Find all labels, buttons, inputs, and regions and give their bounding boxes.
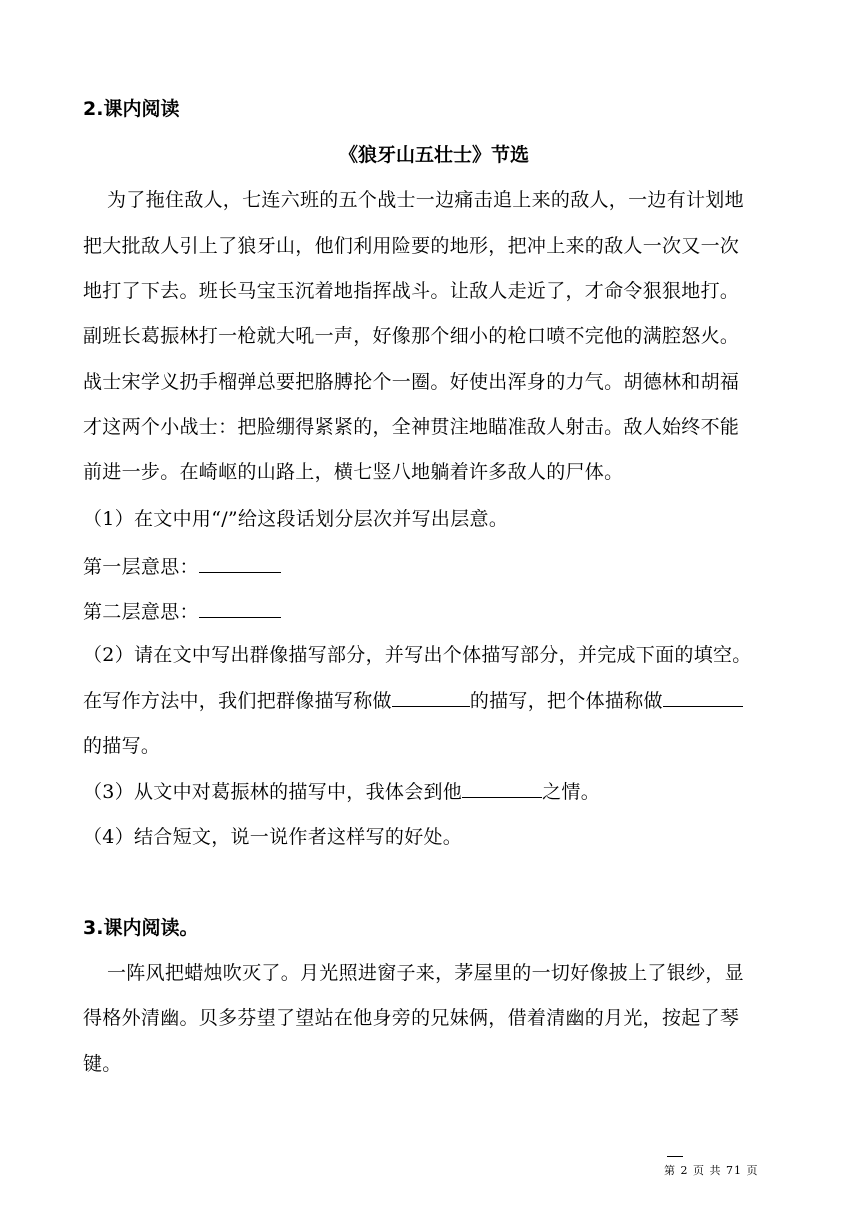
passage-line: 把大批敌人引上了狼牙山，他们利用险要的地形，把冲上来的敌人一次又一次: [83, 235, 740, 257]
page-number: 第 2 页 共 71 页: [664, 1164, 759, 1177]
passage-line: 地打了下去。班长马宝玉沉着地指挥战斗。让敌人走近了，才命令狠狠地打。: [83, 280, 740, 302]
passage-line: 键。: [83, 1053, 122, 1075]
layer-1-label: 第一层意思：: [83, 556, 199, 578]
question-2-text-a: 在写作方法中，我们把群像描写称做: [83, 690, 392, 712]
passage-line: 才这两个小战士：把脸绷得紧紧的，全神贯注地瞄准敌人射击。敌人始终不能: [83, 416, 740, 438]
answer-blank[interactable]: [462, 779, 542, 798]
question-1-layer-2: [83, 597, 281, 624]
question-2-end: 的描写。: [83, 735, 161, 757]
section-2-heading: 2.课内阅读: [83, 98, 180, 120]
question-2: （2）请在文中写出群像描写部分，并写出个体描写部分，并完成下面的填空。: [83, 644, 752, 666]
question-2-fill: [83, 686, 743, 713]
answer-blank[interactable]: [663, 688, 743, 707]
passage-line: 副班长葛振林打一枪就大吼一声，好像那个细小的枪口喷不完他的满腔怒火。: [83, 325, 740, 347]
passage-line: 前进一步。在崎岖的山路上，横七竖八地躺着许多敌人的尸体。: [83, 461, 624, 483]
question-1-layer-1: [83, 552, 281, 579]
question-2-text-b: 的描写，把个体描称做: [469, 690, 663, 712]
passage-line: 为了拖住敌人，七连六班的五个战士一边痛击追上来的敌人，一边有计划地: [107, 189, 744, 211]
answer-blank[interactable]: [392, 688, 470, 707]
layer-2-label: 第二层意思：: [83, 601, 199, 623]
question-3-text-b: 之情。: [542, 781, 600, 803]
question-3: [83, 777, 600, 804]
answer-blank[interactable]: [199, 599, 281, 618]
question-4: （4）结合短文，说一说作者这样写的好处。: [83, 826, 463, 848]
answer-blank[interactable]: [199, 554, 281, 573]
question-3-text-a: （3）从文中对葛振林的描写中，我体会到他: [83, 781, 463, 803]
section-3-heading: 3.课内阅读。: [83, 917, 199, 939]
passage-line: 一阵风把蜡烛吹灭了。月光照进窗子来，茅屋里的一切好像披上了银纱，显: [107, 962, 744, 984]
question-1: （1）在文中用“/”给这段话划分层次并写出层意。: [83, 508, 509, 530]
passage-line: 战士宋学义扔手榴弹总要把胳膊抡个一圈。好使出浑身的力气。胡德林和胡福: [83, 371, 740, 393]
passage-title: 《狼牙山五壮士》节选: [339, 144, 530, 166]
footer-rule: [667, 1156, 683, 1157]
passage-line: 得格外清幽。贝多芬望了望站在他身旁的兄妹俩，借着清幽的月光，按起了琴: [83, 1007, 740, 1029]
